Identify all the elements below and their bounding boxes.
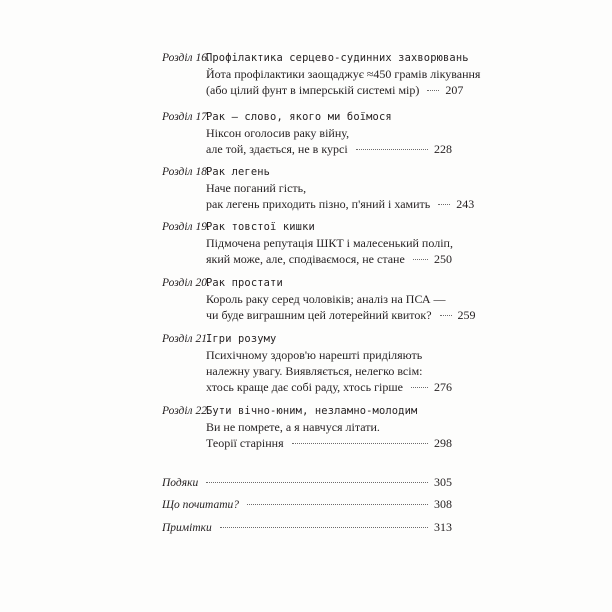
chapter-subtitle-line: чи буде виграшним цей лотерейний квиток? xyxy=(206,308,432,322)
chapter-label: Розділ 20. xyxy=(162,277,210,289)
dot-leader xyxy=(220,527,428,528)
chapter-subtitle-line: який може, але, сподіваємося, не стане xyxy=(206,252,405,266)
chapter-title: Рак — слово, якого ми боїмося xyxy=(206,111,392,123)
chapter-subtitle-line: Психічному здоров'ю нарешті приділяють xyxy=(206,348,423,362)
chapter-title: Ігри розуму xyxy=(206,333,277,345)
chapter-label: Розділ 16. xyxy=(162,52,210,64)
toc-entry-acknowledgements[interactable] xyxy=(162,475,452,490)
page-number: 250 xyxy=(434,252,452,266)
chapter-subtitle-line: Теорії старіння xyxy=(206,436,284,450)
chapter-label: Розділ 21. xyxy=(162,333,210,345)
chapter-subtitle-line: але той, здається, не в курсі xyxy=(206,142,348,156)
chapter-subtitle-line: хтось краще дає собі раду, хтось гірше xyxy=(206,380,403,394)
back-matter-label: Примітки xyxy=(162,522,212,534)
dot-leader xyxy=(427,90,439,91)
chapter-label: Розділ 18. xyxy=(162,166,210,178)
dot-leader xyxy=(440,315,452,316)
page-number: 276 xyxy=(434,380,452,394)
chapter-subtitle-line: належну увагу. Виявляється, нелегко всім: xyxy=(206,364,423,378)
page-number: 243 xyxy=(456,197,475,211)
chapter-subtitle-line: рак легень приходить пізно, п'яний і хамить xyxy=(206,197,431,211)
page-number: 308 xyxy=(434,497,452,511)
chapter-label: Розділ 22. xyxy=(162,405,210,417)
chapter-subtitle-line: Король раку серед чоловіків; аналіз на ПСА — xyxy=(206,292,446,306)
chapter-title: Рак легень xyxy=(206,166,271,178)
chapter-subtitle-line: Йота профілактики заощаджує ≈450 грамів лікування xyxy=(206,67,481,81)
page-number: 305 xyxy=(434,475,452,489)
toc-entry-notes[interactable] xyxy=(162,520,452,535)
chapter-subtitle-line: Наче поганий гість, xyxy=(206,181,307,195)
dot-leader xyxy=(438,204,450,205)
dot-leader xyxy=(247,504,428,505)
page-number: 298 xyxy=(434,436,452,450)
chapter-label: Розділ 17. xyxy=(162,111,210,123)
chapter-title: Рак товстої кишки xyxy=(206,221,315,233)
dot-leader xyxy=(206,482,428,483)
dot-leader xyxy=(356,149,428,150)
toc-entry-further-reading[interactable] xyxy=(162,497,452,512)
chapter-subtitle-line: Підмочена репутація ШКТ і малесенький поліп, xyxy=(206,236,453,250)
chapter-subtitle-line: Ніксон оголосив раку війну, xyxy=(206,126,350,140)
dot-leader xyxy=(292,443,428,444)
chapter-title: Профілактика серцево-судинних захворювань xyxy=(206,52,469,64)
chapter-subtitle-line: Ви не помрете, а я навчуся літати. xyxy=(206,420,380,434)
chapter-title: Рак простати xyxy=(206,277,283,289)
chapter-title: Бути вічно-юним, незламно-молодим xyxy=(206,405,418,417)
dot-leader xyxy=(413,259,428,260)
chapter-subtitle-line: (або цілий фунт в імперській системі мір) xyxy=(206,83,420,97)
page-number: 207 xyxy=(445,83,464,97)
back-matter-label: Подяки xyxy=(162,477,199,489)
page-number: 228 xyxy=(434,142,452,156)
page-number: 259 xyxy=(457,308,476,322)
dot-leader xyxy=(411,387,428,388)
back-matter-label: Що почитати? xyxy=(162,499,240,511)
page-number: 313 xyxy=(434,520,452,534)
chapter-label: Розділ 19. xyxy=(162,221,210,233)
